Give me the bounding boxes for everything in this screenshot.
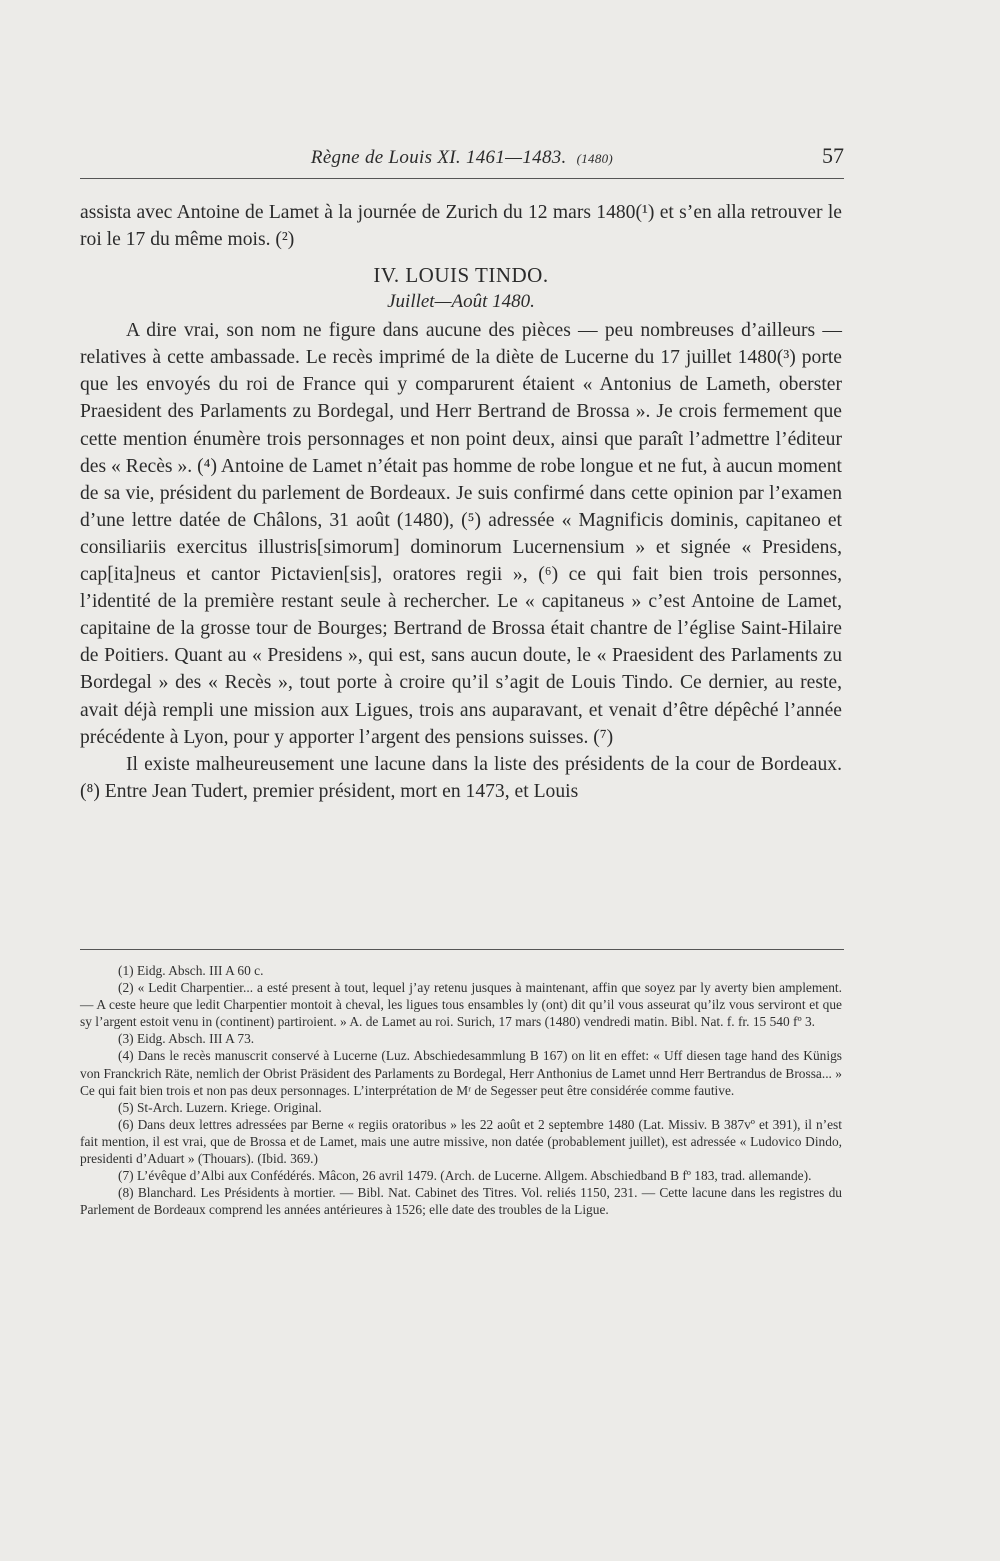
- main-text: [80, 199, 842, 805]
- footnote-2: (2) « Ledit Charpentier... a esté present à tout, lequel j’ay retenu jusques à maintenant, affin que soyez par ly averty bien amplement. — A ceste heure que ledit Charpentier montoit à cheval, les ligues tous ensambles ly (ont) dit qu’il vous asseurat qu’ilz vous serviront et que sy l’argent estoit venu in (continent) partiroient. » A. de Lamet au roi. Surich, 17 mars (1480) vendredi matin. Bibl. Nat. f. fr. 15 540 fº 3.: [80, 980, 842, 1030]
- header-rule: [80, 178, 844, 179]
- footnote-5: (5) St-Arch. Luzern. Kriege. Original.: [118, 1099, 322, 1115]
- running-title: [80, 147, 844, 169]
- section-subtitle: Juillet—Août 1480.: [387, 291, 535, 313]
- footnote-rule: [80, 949, 844, 950]
- footnote-4: (4) Dans le recès manuscrit conservé à Lucerne (Luz. Abschiedesammlung B 167) on lit en effet: « Uff diesen tage hand des Künigs von Franckrich Räte, nemlich der Obrist Präsident des Parlaments zu Bordegal, Herr Anthonius de Lamet unnd Herr Bertrandus de Brossa... » Ce qui fait bien trois et non pas deux personnages. L’interprétation de Mʳ de Segesser peut être considérée comme fautive.: [80, 1048, 842, 1098]
- paragraph-1: assista avec Antoine de Lamet à la journée de Zurich du 12 mars 1480(¹) et s’en alla retrouver le roi le 17 du même mois. (²): [80, 202, 842, 251]
- page-number: 57: [822, 143, 844, 168]
- footnote-1: (1) Eidg. Absch. III A 60 c.: [118, 963, 264, 978]
- footnote-3: (3) Eidg. Absch. III A 73.: [118, 1031, 255, 1047]
- footnote-6: (6) Dans deux lettres adressées par Berne « regiis oratoribus » les 22 août et 2 septembre 1480 (Lat. Missiv. B 387vº et 391), il n’est fait mention, il est vrai, que de Brossa et de Lamet, mais une autre missive, non datée (probablement juillet), est adressée « Ludovico Dindo, presidenti d’Aduart » (Thouars). (Ibid. 369.): [80, 1116, 842, 1167]
- running-year: (1480): [576, 151, 614, 166]
- running-title-text: Règne de Louis XI. 1461—1483.: [310, 147, 567, 168]
- section-title: IV. LOUIS TINDO.: [373, 263, 549, 288]
- paragraph-2: A dire vrai, son nom ne figure dans aucune des pièces — peu nombreuses d’ailleurs — relatives à cette ambassade. Le recès imprimé de la diète de Lucerne du 17 juillet 1480(³) porte que les envoyés du roi de France qui y comparurent étaient « Antonius de Lameth, oberster Praesident des Parlaments zu Bordegal, und Herr Bertrand de Brossa ». Je crois fermement que cette mention énumère trois personnages et non point deux, ainsi que paraît l’admettre l’éditeur des « Recès ». (⁴) Antoine de Lamet n’était pas homme de robe longue et ne fut, à aucun moment de sa vie, président du parlement de Bordeaux. Je suis confirmé dans cette opinion par l’examen d’une lettre datée de Châlons, 31 août (1480), (⁵) adressée « Magnificis dominis, capitaneo et consiliariis exercitus illustris[simorum] dominorum Lucernensium » et signée « Presidens, cap[ita]neus et cantor Pictavien[sis], oratores regii », (⁶) ce qui fait bien trois personnes, l’identité de la première restant seule à rechercher. Le « capitaneus » c’est Antoine de Lamet, capitaine de la grosse tour de Bourges; Bertrand de Brossa était chantre de l’église Saint-Hilaire de Poitiers. Quant au « Presidens », qui est, sans aucun doute, le « Praesident des Parlaments zu Bordegal » des « Recès », tout porte à croire qu’il s’agit de Louis Tindo. Ce dernier, au reste, avait déjà rempli une mission aux Ligues, trois ans auparavant, et venait d’être dépêché l’année précédente à Lyon, pour y apporter l’argent des pensions suisses. (⁷): [80, 320, 842, 748]
- paragraph-3: Il existe malheureusement une lacune dans la liste des présidents de la cour de Bordeaux. (⁸) Entre Jean Tudert, premier président, mort en 1473, et Louis: [80, 753, 842, 802]
- page-header: [80, 143, 844, 173]
- footnote-7: (7) L’évêque d’Albi aux Confédérés. Mâcon, 26 avril 1479. (Arch. de Lucerne. Allgem. Abschiedband B fº 183, trad. allemande).: [118, 1168, 812, 1184]
- footnote-8: (8) Blanchard. Les Présidents à mortier. — Bibl. Nat. Cabinet des Titres. Vol. reliés 1150, 231. — Cette lacune dans les registres du Parlement de Bordeaux comprend les années antérieures à 1526; elle date des troubles de la Ligue.: [80, 1185, 842, 1218]
- footnotes: [80, 962, 842, 1218]
